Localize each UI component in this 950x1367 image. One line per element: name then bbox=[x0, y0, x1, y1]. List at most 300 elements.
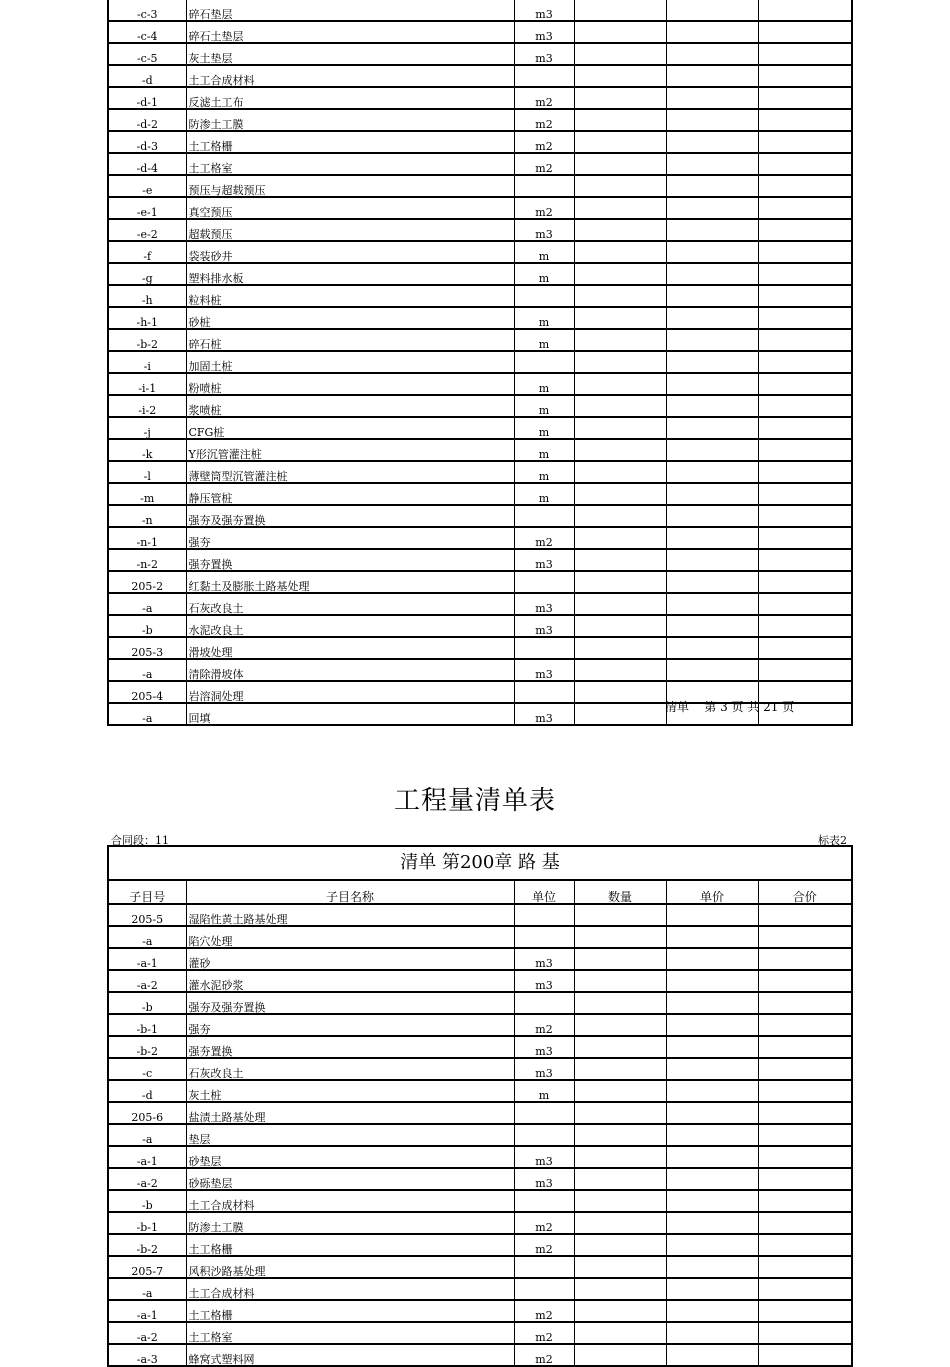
item-price-cell bbox=[666, 1212, 758, 1234]
table-row bbox=[108, 153, 852, 175]
table-row bbox=[108, 131, 852, 153]
item-quantity-cell bbox=[574, 241, 666, 263]
item-name-cell: 碎石垫层 bbox=[186, 0, 514, 21]
item-unit-cell: m2 bbox=[514, 109, 574, 131]
item-price-cell bbox=[666, 307, 758, 329]
table-row bbox=[108, 1036, 852, 1058]
item-code-cell: -n-1 bbox=[108, 527, 186, 549]
item-code-cell: -a bbox=[108, 1278, 186, 1300]
item-quantity-cell bbox=[574, 1322, 666, 1344]
item-total-cell bbox=[758, 1256, 852, 1278]
item-quantity-cell bbox=[574, 593, 666, 615]
item-quantity-cell bbox=[574, 970, 666, 992]
item-code-cell: -i-1 bbox=[108, 373, 186, 395]
item-name-cell: 湿陷性黄土路基处理 bbox=[186, 904, 514, 926]
item-name-cell: 薄壁筒型沉管灌注桩 bbox=[186, 461, 514, 483]
item-price-cell bbox=[666, 219, 758, 241]
item-name-cell: 浆喷桩 bbox=[186, 395, 514, 417]
item-price-cell bbox=[666, 505, 758, 527]
item-code-cell: -a bbox=[108, 659, 186, 681]
item-unit-cell: m2 bbox=[514, 1322, 574, 1344]
table-row bbox=[108, 1212, 852, 1234]
item-unit-cell bbox=[514, 1102, 574, 1124]
item-name-cell: 灌水泥砂浆 bbox=[186, 970, 514, 992]
item-quantity-cell bbox=[574, 43, 666, 65]
item-total-cell bbox=[758, 593, 852, 615]
table-row bbox=[108, 1234, 852, 1256]
table-row bbox=[108, 593, 852, 615]
item-quantity-cell bbox=[574, 904, 666, 926]
item-price-cell bbox=[666, 593, 758, 615]
item-quantity-cell bbox=[574, 505, 666, 527]
item-price-cell bbox=[666, 197, 758, 219]
item-quantity-cell bbox=[574, 219, 666, 241]
item-quantity-cell bbox=[574, 197, 666, 219]
item-unit-cell: m bbox=[514, 439, 574, 461]
item-price-cell bbox=[666, 527, 758, 549]
item-price-cell bbox=[666, 571, 758, 593]
table-row bbox=[108, 263, 852, 285]
item-unit-cell bbox=[514, 351, 574, 373]
item-price-cell bbox=[666, 1146, 758, 1168]
table-row bbox=[108, 1322, 852, 1344]
item-code-cell: -c bbox=[108, 1058, 186, 1080]
item-name-cell: 岩溶洞处理 bbox=[186, 681, 514, 703]
item-code-cell: -d-3 bbox=[108, 131, 186, 153]
item-total-cell bbox=[758, 219, 852, 241]
item-quantity-cell bbox=[574, 1080, 666, 1102]
item-quantity-cell bbox=[574, 373, 666, 395]
item-price-cell bbox=[666, 483, 758, 505]
item-name-cell: 滑坡处理 bbox=[186, 637, 514, 659]
item-code-cell: 205-2 bbox=[108, 571, 186, 593]
table-row bbox=[108, 87, 852, 109]
table-row bbox=[108, 43, 852, 65]
item-quantity-cell bbox=[574, 1014, 666, 1036]
item-total-cell bbox=[758, 1212, 852, 1234]
item-code-cell: -f bbox=[108, 241, 186, 263]
item-code-cell: 205-6 bbox=[108, 1102, 186, 1124]
item-code-cell: -a-2 bbox=[108, 1168, 186, 1190]
item-price-cell bbox=[666, 1014, 758, 1036]
item-unit-cell bbox=[514, 1124, 574, 1146]
table-row bbox=[108, 0, 852, 21]
item-total-cell bbox=[758, 241, 852, 263]
item-unit-cell bbox=[514, 175, 574, 197]
item-price-cell bbox=[666, 904, 758, 926]
item-quantity-cell bbox=[574, 21, 666, 43]
item-unit-cell: m3 bbox=[514, 1036, 574, 1058]
item-price-cell bbox=[666, 153, 758, 175]
item-unit-cell: m bbox=[514, 461, 574, 483]
item-quantity-cell bbox=[574, 1256, 666, 1278]
item-unit-cell: m3 bbox=[514, 1168, 574, 1190]
item-total-cell bbox=[758, 1102, 852, 1124]
item-code-cell: 205-3 bbox=[108, 637, 186, 659]
item-price-cell bbox=[666, 1256, 758, 1278]
table-row bbox=[108, 904, 852, 926]
item-name-cell: 灰土垫层 bbox=[186, 43, 514, 65]
item-unit-cell: m2 bbox=[514, 153, 574, 175]
item-name-cell: 预压与超载预压 bbox=[186, 175, 514, 197]
item-unit-cell: m bbox=[514, 307, 574, 329]
item-price-cell bbox=[666, 395, 758, 417]
table-row bbox=[108, 307, 852, 329]
table-row bbox=[108, 571, 852, 593]
item-price-cell bbox=[666, 1168, 758, 1190]
item-unit-cell: m3 bbox=[514, 43, 574, 65]
item-quantity-cell bbox=[574, 571, 666, 593]
item-quantity-cell bbox=[574, 637, 666, 659]
table-row bbox=[108, 109, 852, 131]
item-name-cell: 灰土桩 bbox=[186, 1080, 514, 1102]
table-row bbox=[108, 1146, 852, 1168]
item-price-cell bbox=[666, 1234, 758, 1256]
item-code-cell: -d bbox=[108, 1080, 186, 1102]
item-total-cell bbox=[758, 109, 852, 131]
item-quantity-cell bbox=[574, 1146, 666, 1168]
item-price-cell bbox=[666, 1300, 758, 1322]
form-number-label: 标表2 bbox=[818, 834, 847, 847]
item-code-cell: 205-4 bbox=[108, 681, 186, 703]
item-quantity-cell bbox=[574, 109, 666, 131]
item-total-cell bbox=[758, 571, 852, 593]
item-code-cell: -j bbox=[108, 417, 186, 439]
item-code-cell: -a bbox=[108, 593, 186, 615]
item-unit-cell bbox=[514, 571, 574, 593]
item-total-cell bbox=[758, 992, 852, 1014]
item-name-cell: CFG桩 bbox=[186, 417, 514, 439]
item-price-cell bbox=[666, 87, 758, 109]
chapter-title: 清单 第200章 路 基 bbox=[108, 846, 852, 880]
item-code-cell: -d-1 bbox=[108, 87, 186, 109]
table-row bbox=[108, 21, 852, 43]
table-row bbox=[108, 1080, 852, 1102]
item-code-cell: -a bbox=[108, 1124, 186, 1146]
bill-table-body bbox=[108, 904, 852, 1366]
item-name-cell: 土工格栅 bbox=[186, 1234, 514, 1256]
column-header-quantity: 数量 bbox=[574, 880, 666, 904]
item-unit-cell: m2 bbox=[514, 131, 574, 153]
item-quantity-cell bbox=[574, 948, 666, 970]
item-name-cell: 砂桩 bbox=[186, 307, 514, 329]
item-unit-cell: m2 bbox=[514, 527, 574, 549]
item-code-cell: -a-1 bbox=[108, 1300, 186, 1322]
item-name-cell: 土工合成材料 bbox=[186, 65, 514, 87]
item-name-cell: 水泥改良土 bbox=[186, 615, 514, 637]
item-price-cell bbox=[666, 439, 758, 461]
column-header-code: 子目号 bbox=[108, 880, 186, 904]
item-total-cell bbox=[758, 197, 852, 219]
contract-section-label: 合同段：11 bbox=[111, 834, 169, 847]
table-row bbox=[108, 1058, 852, 1080]
item-unit-cell bbox=[514, 505, 574, 527]
table-row bbox=[108, 1014, 852, 1036]
item-total-cell bbox=[758, 0, 852, 21]
column-header-name: 子目名称 bbox=[186, 880, 514, 904]
table-row bbox=[108, 1256, 852, 1278]
item-quantity-cell bbox=[574, 1234, 666, 1256]
item-code-cell: -b-1 bbox=[108, 1014, 186, 1036]
item-total-cell bbox=[758, 417, 852, 439]
item-quantity-cell bbox=[574, 285, 666, 307]
item-code-cell: -b bbox=[108, 615, 186, 637]
item-price-cell bbox=[666, 351, 758, 373]
item-total-cell bbox=[758, 1344, 852, 1366]
item-unit-cell: m2 bbox=[514, 197, 574, 219]
item-code-cell: -c-3 bbox=[108, 0, 186, 21]
table-row bbox=[108, 241, 852, 263]
item-quantity-cell bbox=[574, 461, 666, 483]
item-quantity-cell bbox=[574, 1212, 666, 1234]
item-code-cell: -b bbox=[108, 1190, 186, 1212]
item-name-cell: 粉喷桩 bbox=[186, 373, 514, 395]
item-quantity-cell bbox=[574, 1058, 666, 1080]
item-name-cell: 风积沙路基处理 bbox=[186, 1256, 514, 1278]
item-total-cell bbox=[758, 153, 852, 175]
item-code-cell: -l bbox=[108, 461, 186, 483]
item-total-cell bbox=[758, 904, 852, 926]
item-price-cell bbox=[666, 241, 758, 263]
table-row bbox=[108, 285, 852, 307]
item-price-cell bbox=[666, 21, 758, 43]
item-name-cell: 超载预压 bbox=[186, 219, 514, 241]
item-name-cell: 碎石桩 bbox=[186, 329, 514, 351]
table-row bbox=[108, 1344, 852, 1366]
item-price-cell bbox=[666, 615, 758, 637]
table-row bbox=[108, 329, 852, 351]
item-price-cell bbox=[666, 970, 758, 992]
item-total-cell bbox=[758, 1014, 852, 1036]
table-row bbox=[108, 1102, 852, 1124]
item-total-cell bbox=[758, 131, 852, 153]
item-total-cell bbox=[758, 948, 852, 970]
item-quantity-cell bbox=[574, 329, 666, 351]
item-code-cell: -e bbox=[108, 175, 186, 197]
item-name-cell: 反滤土工布 bbox=[186, 87, 514, 109]
item-quantity-cell bbox=[574, 131, 666, 153]
item-price-cell bbox=[666, 109, 758, 131]
table-row bbox=[108, 1168, 852, 1190]
item-unit-cell: m3 bbox=[514, 703, 574, 725]
item-name-cell: 盐渍土路基处理 bbox=[186, 1102, 514, 1124]
table-row bbox=[108, 970, 852, 992]
item-name-cell: 石灰改良土 bbox=[186, 593, 514, 615]
item-code-cell: -k bbox=[108, 439, 186, 461]
item-quantity-cell bbox=[574, 483, 666, 505]
item-total-cell bbox=[758, 970, 852, 992]
item-code-cell: -c-4 bbox=[108, 21, 186, 43]
item-price-cell bbox=[666, 417, 758, 439]
item-name-cell: 蜂窝式塑料网 bbox=[186, 1344, 514, 1366]
item-name-cell: 粒料桩 bbox=[186, 285, 514, 307]
item-total-cell bbox=[758, 263, 852, 285]
item-quantity-cell bbox=[574, 1124, 666, 1146]
item-unit-cell bbox=[514, 65, 574, 87]
item-code-cell: -d bbox=[108, 65, 186, 87]
column-header-total: 合价 bbox=[758, 880, 852, 904]
item-code-cell: -b-2 bbox=[108, 1036, 186, 1058]
item-quantity-cell bbox=[574, 307, 666, 329]
item-unit-cell: m2 bbox=[514, 1344, 574, 1366]
item-total-cell bbox=[758, 439, 852, 461]
item-quantity-cell bbox=[574, 926, 666, 948]
item-unit-cell bbox=[514, 926, 574, 948]
item-name-cell: 袋装砂井 bbox=[186, 241, 514, 263]
table-row bbox=[108, 439, 852, 461]
table-row bbox=[108, 373, 852, 395]
item-price-cell bbox=[666, 1278, 758, 1300]
item-total-cell bbox=[758, 1300, 852, 1322]
item-code-cell: -n-2 bbox=[108, 549, 186, 571]
table-row bbox=[108, 615, 852, 637]
item-code-cell: -d-4 bbox=[108, 153, 186, 175]
item-code-cell: 205-7 bbox=[108, 1256, 186, 1278]
item-code-cell: -n bbox=[108, 505, 186, 527]
item-unit-cell: m2 bbox=[514, 1234, 574, 1256]
item-quantity-cell bbox=[574, 1344, 666, 1366]
item-price-cell bbox=[666, 65, 758, 87]
item-name-cell: 土工合成材料 bbox=[186, 1190, 514, 1212]
item-name-cell: 强夯及强夯置换 bbox=[186, 992, 514, 1014]
item-name-cell: 垫层 bbox=[186, 1124, 514, 1146]
item-quantity-cell bbox=[574, 615, 666, 637]
item-total-cell bbox=[758, 527, 852, 549]
item-name-cell: 强夯及强夯置换 bbox=[186, 505, 514, 527]
item-total-cell bbox=[758, 461, 852, 483]
item-price-cell bbox=[666, 549, 758, 571]
table-row bbox=[108, 505, 852, 527]
table-row bbox=[108, 926, 852, 948]
item-unit-cell: m bbox=[514, 417, 574, 439]
item-price-cell bbox=[666, 373, 758, 395]
item-price-cell bbox=[666, 285, 758, 307]
item-quantity-cell bbox=[574, 87, 666, 109]
item-total-cell bbox=[758, 1080, 852, 1102]
item-total-cell bbox=[758, 637, 852, 659]
item-unit-cell: m bbox=[514, 1080, 574, 1102]
item-price-cell bbox=[666, 1190, 758, 1212]
item-name-cell: 防渗土工膜 bbox=[186, 109, 514, 131]
item-code-cell: -a-3 bbox=[108, 1344, 186, 1366]
item-quantity-cell bbox=[574, 1102, 666, 1124]
item-quantity-cell bbox=[574, 351, 666, 373]
item-total-cell bbox=[758, 21, 852, 43]
item-unit-cell bbox=[514, 681, 574, 703]
table-row bbox=[108, 175, 852, 197]
item-name-cell: 土工格栅 bbox=[186, 1300, 514, 1322]
item-total-cell bbox=[758, 285, 852, 307]
item-quantity-cell bbox=[574, 153, 666, 175]
item-name-cell: 碎石土垫层 bbox=[186, 21, 514, 43]
item-price-cell bbox=[666, 992, 758, 1014]
item-total-cell bbox=[758, 307, 852, 329]
item-price-cell bbox=[666, 263, 758, 285]
item-unit-cell: m3 bbox=[514, 948, 574, 970]
item-total-cell bbox=[758, 1146, 852, 1168]
item-unit-cell: m3 bbox=[514, 615, 574, 637]
item-total-cell bbox=[758, 87, 852, 109]
item-name-cell: 防渗土工膜 bbox=[186, 1212, 514, 1234]
table-row bbox=[108, 659, 852, 681]
item-code-cell: -a bbox=[108, 926, 186, 948]
item-total-cell bbox=[758, 43, 852, 65]
table-row bbox=[108, 417, 852, 439]
item-unit-cell: m3 bbox=[514, 970, 574, 992]
item-name-cell: 陷穴处理 bbox=[186, 926, 514, 948]
bill-table-page-4 bbox=[107, 845, 853, 1367]
item-code-cell: -a-1 bbox=[108, 948, 186, 970]
item-price-cell bbox=[666, 659, 758, 681]
item-total-cell bbox=[758, 926, 852, 948]
column-header-row bbox=[108, 880, 852, 904]
item-total-cell bbox=[758, 1278, 852, 1300]
bill-table-body bbox=[108, 0, 852, 725]
item-unit-cell bbox=[514, 1278, 574, 1300]
table-row bbox=[108, 948, 852, 970]
table-row bbox=[108, 461, 852, 483]
table-row bbox=[108, 65, 852, 87]
item-unit-cell: m3 bbox=[514, 21, 574, 43]
item-quantity-cell bbox=[574, 992, 666, 1014]
item-code-cell: -b bbox=[108, 992, 186, 1014]
item-price-cell bbox=[666, 948, 758, 970]
item-price-cell bbox=[666, 461, 758, 483]
item-quantity-cell bbox=[574, 1278, 666, 1300]
item-unit-cell: m bbox=[514, 483, 574, 505]
item-total-cell bbox=[758, 1322, 852, 1344]
page-title: 工程量清单表 bbox=[393, 786, 556, 816]
item-unit-cell bbox=[514, 1190, 574, 1212]
item-price-cell bbox=[666, 1102, 758, 1124]
item-code-cell: -h bbox=[108, 285, 186, 307]
item-code-cell: -e-2 bbox=[108, 219, 186, 241]
item-price-cell bbox=[666, 926, 758, 948]
page-footer: 清单 第 3 页 共 21 页 bbox=[665, 700, 795, 714]
item-name-cell: 强夯 bbox=[186, 1014, 514, 1036]
item-unit-cell: m3 bbox=[514, 1146, 574, 1168]
item-code-cell: -h-1 bbox=[108, 307, 186, 329]
table-row bbox=[108, 395, 852, 417]
item-code-cell: -c-5 bbox=[108, 43, 186, 65]
item-code-cell: -e-1 bbox=[108, 197, 186, 219]
item-unit-cell bbox=[514, 637, 574, 659]
item-unit-cell: m3 bbox=[514, 659, 574, 681]
item-code-cell: -m bbox=[108, 483, 186, 505]
item-name-cell: 强夯置换 bbox=[186, 549, 514, 571]
item-price-cell bbox=[666, 1124, 758, 1146]
item-price-cell bbox=[666, 1322, 758, 1344]
item-code-cell: -g bbox=[108, 263, 186, 285]
item-name-cell: 清除滑坡体 bbox=[186, 659, 514, 681]
item-name-cell: 静压管桩 bbox=[186, 483, 514, 505]
item-name-cell: 加固土桩 bbox=[186, 351, 514, 373]
table-row bbox=[108, 549, 852, 571]
item-unit-cell: m3 bbox=[514, 593, 574, 615]
table-row bbox=[108, 1190, 852, 1212]
item-unit-cell: m bbox=[514, 329, 574, 351]
table-row bbox=[108, 351, 852, 373]
table-row bbox=[108, 483, 852, 505]
item-name-cell: 强夯 bbox=[186, 527, 514, 549]
item-total-cell bbox=[758, 373, 852, 395]
item-total-cell bbox=[758, 1234, 852, 1256]
item-quantity-cell bbox=[574, 175, 666, 197]
item-total-cell bbox=[758, 505, 852, 527]
item-price-cell bbox=[666, 0, 758, 21]
item-price-cell bbox=[666, 175, 758, 197]
item-unit-cell: m bbox=[514, 241, 574, 263]
